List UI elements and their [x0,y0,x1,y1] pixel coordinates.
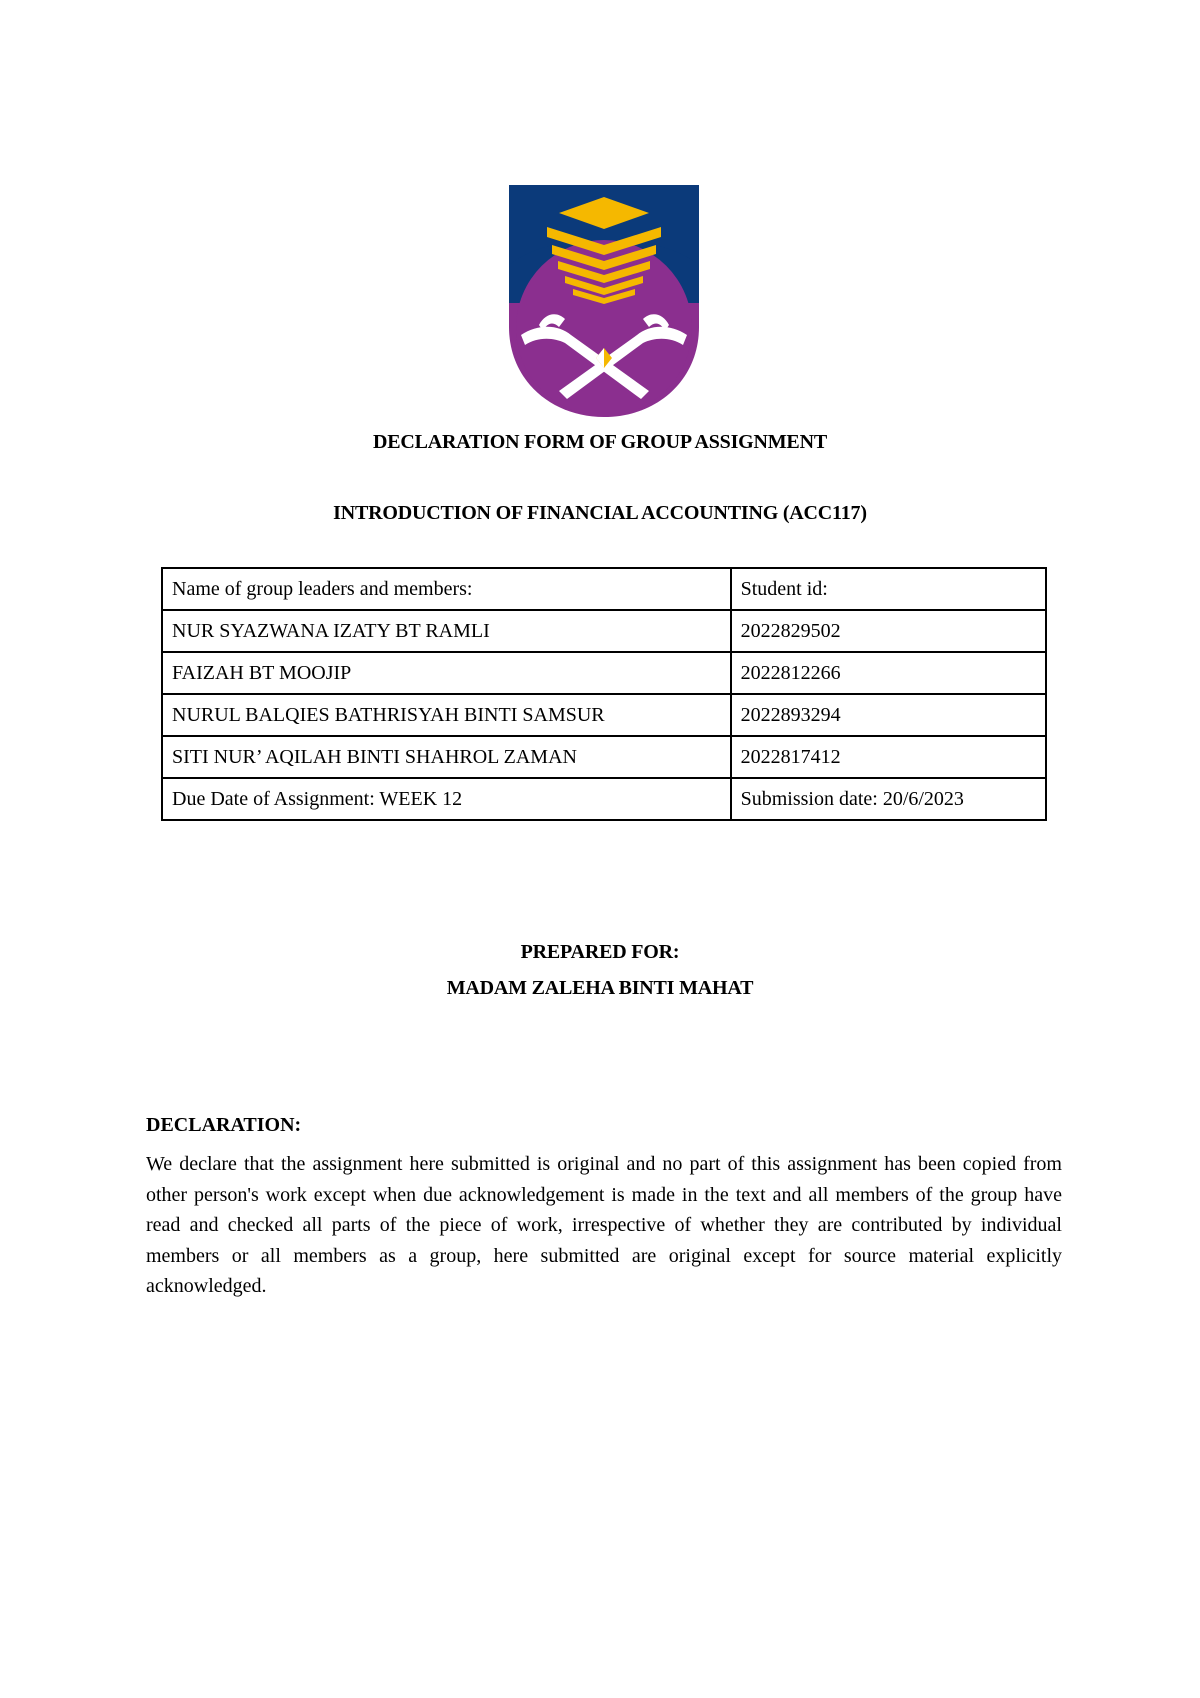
table-row [162,736,1046,778]
member-name: SITI NUR’ AQILAH BINTI SHAHROL ZAMAN [162,736,731,778]
form-title: DECLARATION FORM OF GROUP ASSIGNMENT [373,431,827,453]
declaration-text: We declare that the assignment here submitted is original and no part of this assignment has been copied from other person's work except when due acknowledgement is made in the text and all members of the group have read and checked all parts of the piece of work, irrespective of whether they are contributed by individual members or all members as a group, here submitted are original except for source material explicitly acknowledged. [146,1153,1062,1297]
prepared-for-label: PREPARED FOR: [520,941,680,963]
due-date: Due Date of Assignment: WEEK 12 [162,778,731,820]
member-name: NUR SYAZWANA IZATY BT RAMLI [162,610,731,652]
members-table [161,567,1047,821]
member-id: 2022829502 [731,610,1046,652]
course-title: INTRODUCTION OF FINANCIAL ACCOUNTING (ACC117) [333,502,867,524]
table-row [162,652,1046,694]
table-row [162,610,1046,652]
id-column-header: Student id: [731,568,1046,610]
lecturer-name: MADAM ZALEHA BINTI MAHAT [446,977,754,999]
declaration-heading: DECLARATION: [146,1114,302,1136]
member-name: NURUL BALQIES BATHRISYAH BINTI SAMSUR [162,694,731,736]
name-column-header: Name of group leaders and members: [162,568,731,610]
member-id: 2022817412 [731,736,1046,778]
university-logo [509,185,699,417]
member-id: 2022812266 [731,652,1046,694]
member-name: FAIZAH BT MOOJIP [162,652,731,694]
table-row [162,694,1046,736]
table-footer-row [162,778,1046,820]
member-id: 2022893294 [731,694,1046,736]
uitm-crest-icon [509,185,699,417]
table-header-row [162,568,1046,610]
submission-date: Submission date: 20/6/2023 [731,778,1046,820]
